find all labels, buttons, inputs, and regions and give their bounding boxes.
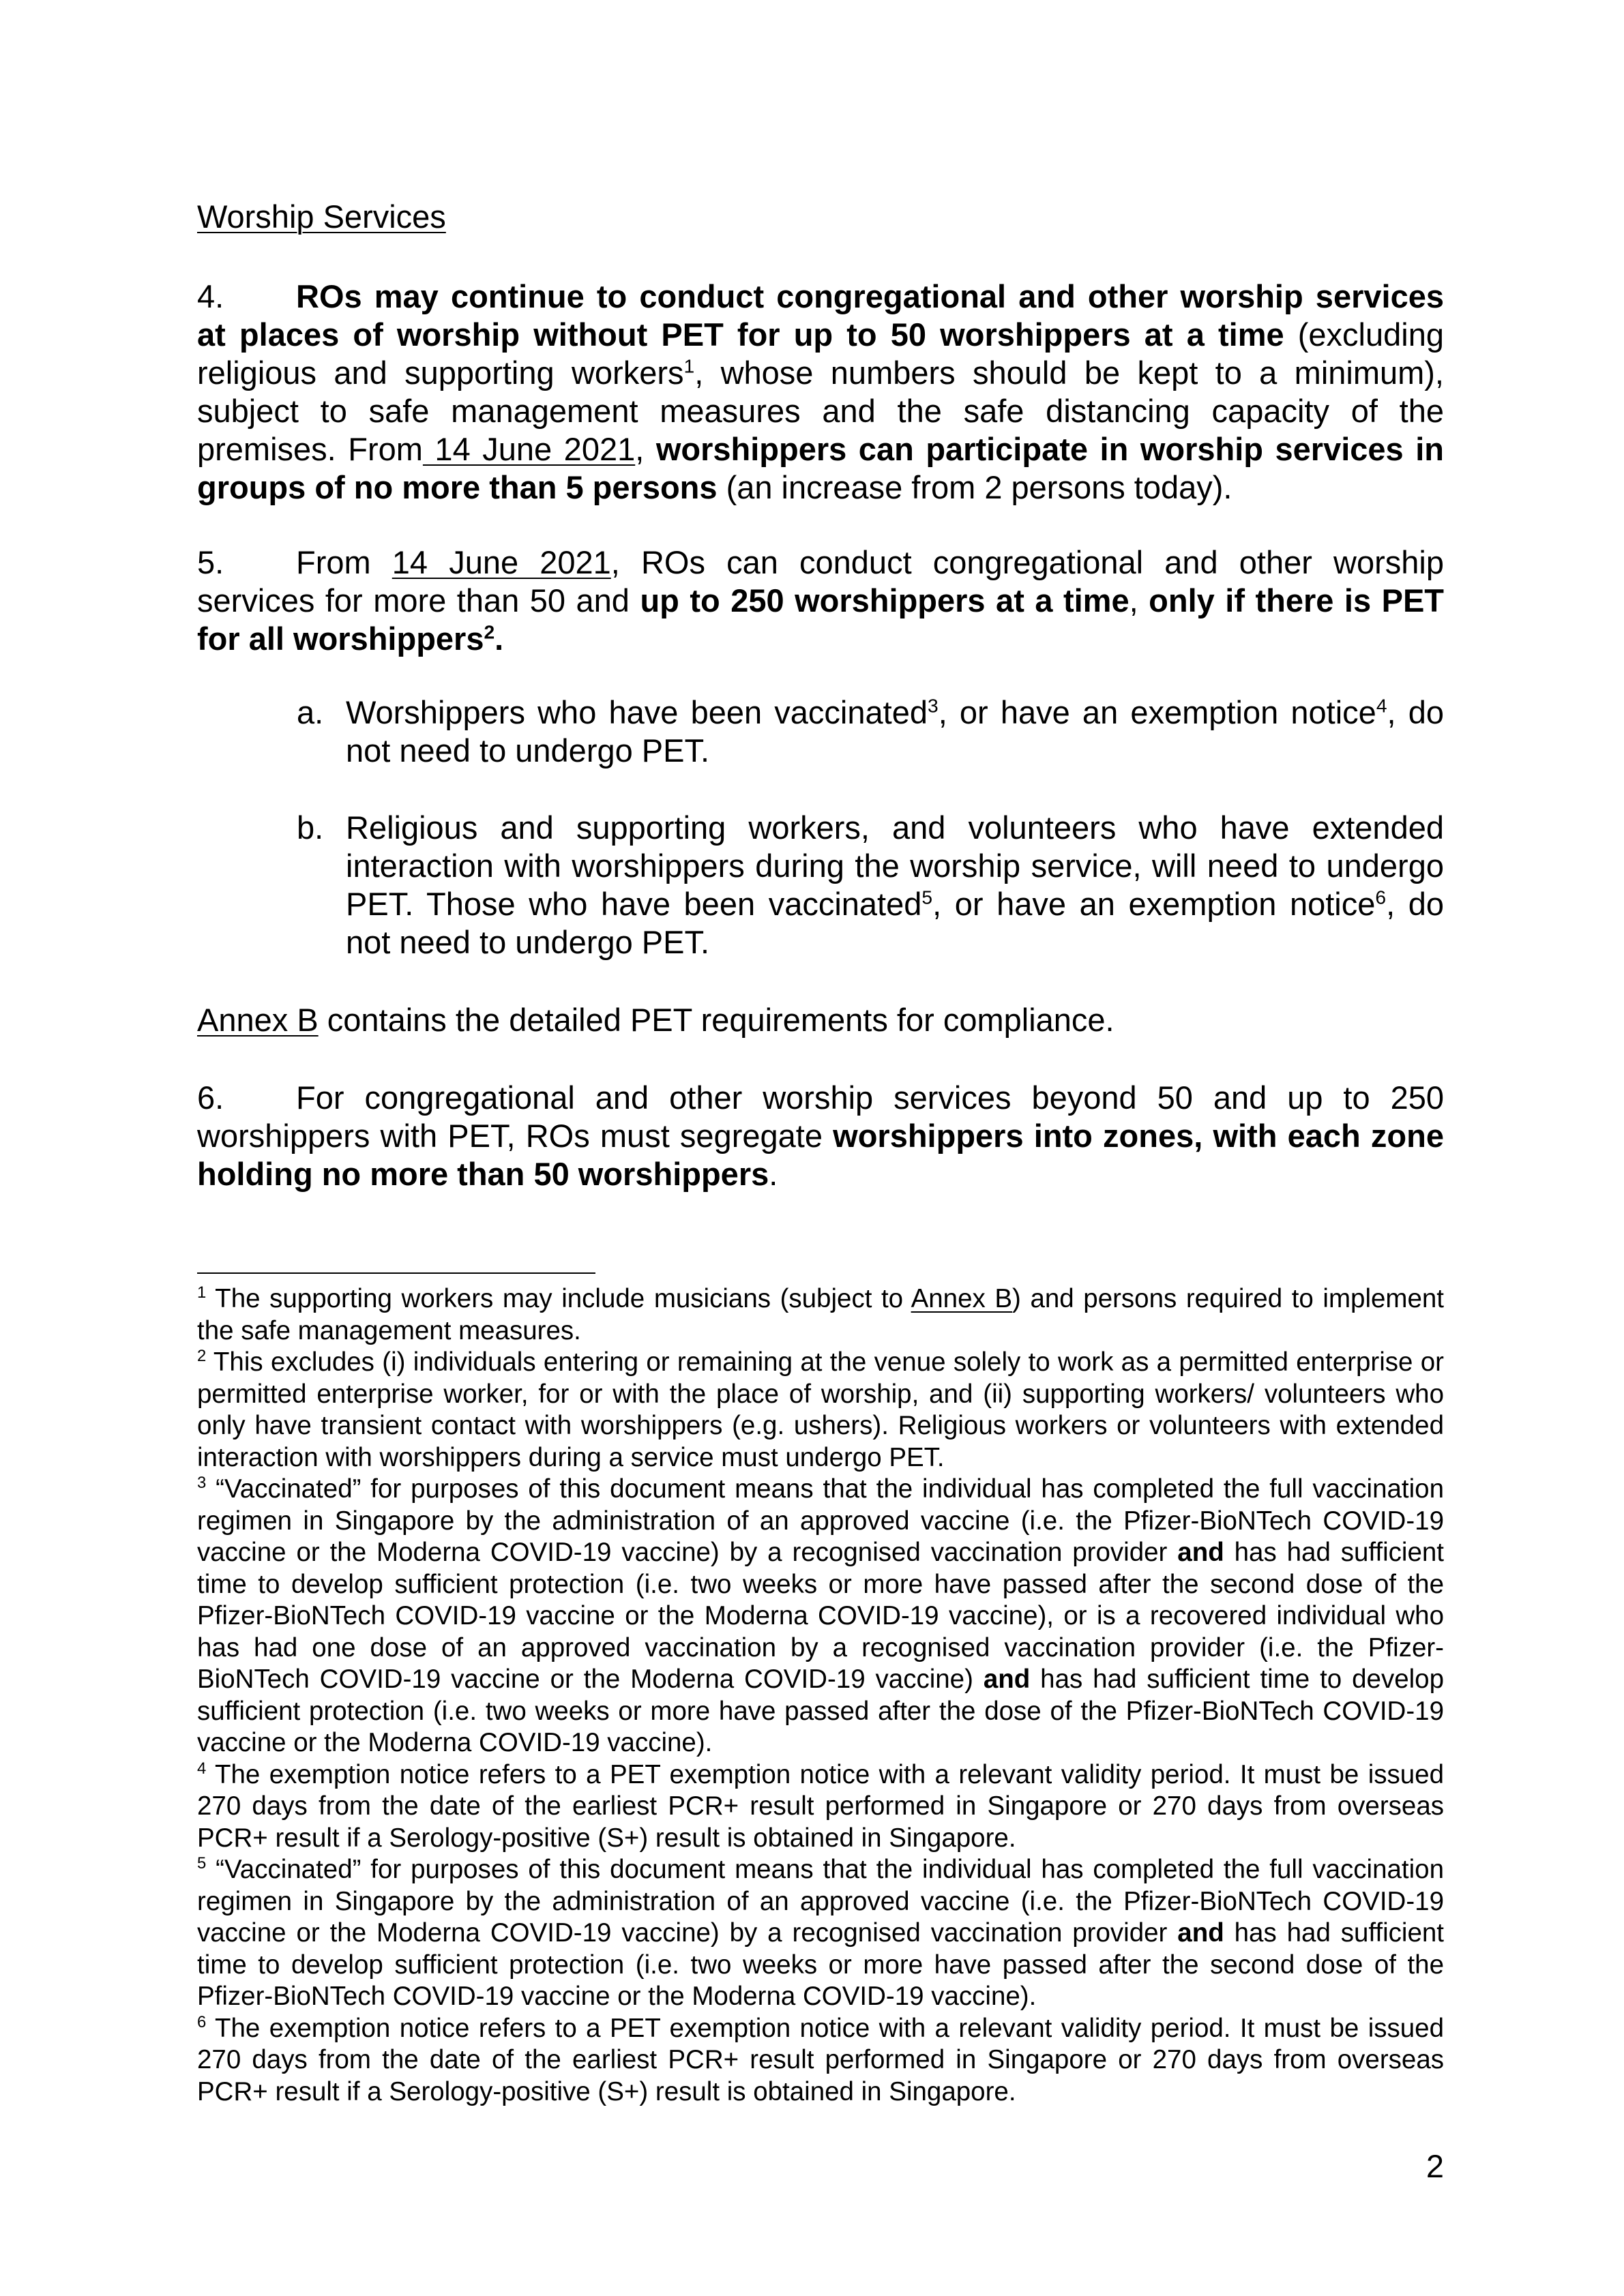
paragraph-number: 4. bbox=[197, 278, 224, 314]
list-item-a bbox=[297, 694, 1444, 770]
para5-text-2: , ROs can conduct congregational and other worship services for more than 50 and bbox=[197, 544, 1444, 618]
para6-text-1: For congregational and other worship services beyond 50 and up to 250 worshippers with PET, ROs must segregate bbox=[197, 1079, 1444, 1154]
para4-bold-2: worshippers can participate in worship services in groups of no more than 5 persons bbox=[197, 431, 1444, 505]
footnote-6 bbox=[197, 2013, 1444, 2108]
list-marker: a. bbox=[297, 694, 324, 730]
para4-text-2: , whose numbers should be kept to a minimum), subject to safe management measures and the safe distancing capacity of the premises. From bbox=[197, 355, 1444, 467]
footnote-ref-6[interactable]: 6 bbox=[1375, 886, 1387, 908]
footnote-4 bbox=[197, 1759, 1444, 1855]
para4-text-3: , bbox=[635, 431, 656, 467]
paragraph-5 bbox=[197, 543, 1444, 658]
list-b-text-3: , do not need to undergo PET. bbox=[346, 886, 1444, 960]
paragraph-6 bbox=[197, 1079, 1444, 1193]
annex-line-text: contains the detailed PET requirements for compliance. bbox=[318, 1002, 1114, 1038]
para5-bold-3: . bbox=[494, 621, 504, 657]
footnote-bold: and bbox=[1177, 1538, 1224, 1567]
section-heading-text: Worship Services bbox=[197, 198, 446, 235]
list-marker: b. bbox=[297, 809, 324, 846]
footnote-text: This excludes (i) individuals entering or remaining at the venue solely to work as a permitted enterprise or permitted enterprise worker, for or with the place of worship, and (ii) supporting workers/ volunteers who only have transient contact with worshippers (e.g. ushers). Religious workers or volunteers with extended interaction with worshippers during a service must undergo PET. bbox=[197, 1347, 1444, 1472]
footnote-ref-2[interactable]: 2 bbox=[484, 621, 495, 643]
footnote-text: has had sufficient time to develop sufficient protection (i.e. two weeks or more have passed after the dose of the Pfizer-BioNTech COVID-19 vaccine or the Moderna COVID-19 vaccine). bbox=[197, 1665, 1444, 1757]
footnote-ref-1[interactable]: 1 bbox=[683, 355, 695, 377]
footnote-ref-4[interactable]: 4 bbox=[1376, 694, 1387, 717]
footnote-number: 2 bbox=[197, 1347, 207, 1366]
para4-bold-1: ROs may continue to conduct congregational and other worship services at places of worship without PET for up to 50 worshippers at a time bbox=[197, 278, 1444, 353]
footnote-text: ) and persons required to implement the safe management measures. bbox=[197, 1284, 1445, 1345]
footnote-separator bbox=[197, 1272, 595, 1274]
list-a-text-2: , or have an exemption notice bbox=[938, 694, 1376, 730]
list-item-b bbox=[297, 809, 1444, 961]
footnote-number: 3 bbox=[197, 1474, 207, 1493]
para5-text-3: , bbox=[1129, 582, 1149, 618]
footnote-text: “Vaccinated” for purposes of this document means that the individual has completed the full vaccination regimen in Singapore by the administration of an approved vaccine (i.e. the Pfizer-BioNTech COVID-19 vaccine or the Moderna COVID-19 vaccine) by a recognised vaccination provider bbox=[197, 1855, 1444, 1948]
footnote-bold: and bbox=[1177, 1918, 1224, 1948]
para6-text-2: . bbox=[769, 1156, 778, 1192]
footnote-ref-5[interactable]: 5 bbox=[921, 886, 933, 908]
footnote-2 bbox=[197, 1347, 1444, 1474]
para5-text-1: From bbox=[296, 544, 392, 580]
footnote-text: The exemption notice refers to a PET exemption notice with a relevant validity period. It must be issued 270 days from the date of the earliest PCR+ result performed in Singapore or 270 days from overseas PCR+ result if a Serology-positive (S+) result is obtained in Singapore. bbox=[197, 1759, 1444, 1853]
footnote-text: The exemption notice refers to a PET exemption notice with a relevant validity period. It must be issued 270 days from the date of the earliest PCR+ result performed in Singapore or 270 days from overseas PCR+ result if a Serology-positive (S+) result is obtained in Singapore. bbox=[197, 2013, 1444, 2106]
para4-date: 14 June 2021 bbox=[422, 431, 636, 467]
para6-bold-1: worshippers into zones, with each zone holding no more than 50 worshippers bbox=[197, 1118, 1444, 1192]
annex-b-link[interactable]: Annex B bbox=[197, 1002, 319, 1038]
paragraph-number: 6. bbox=[197, 1079, 224, 1116]
footnote-text: has had sufficient time to develop sufficient protection (i.e. two weeks or more have passed after the second dose of the Pfizer-BioNTech COVID-19 vaccine or the Moderna COVID-19 vaccine), or is a recovered individual who has had one dose of an approved vaccination by a recognised vaccination provider (i.e. the Pfizer-BioNTech COVID-19 vaccine or the Moderna COVID-19 vaccine) bbox=[197, 1538, 1444, 1694]
list-b-text-1: Religious and supporting workers, and volunteers who have extended interaction with worshippers during the worship service, will need to undergo PET. Those who have been vaccinated bbox=[346, 809, 1444, 922]
footnote-text: “Vaccinated” for purposes of this document means that the individual has completed the full vaccination regimen in Singapore by the administration of an approved vaccine (i.e. the Pfizer-BioNTech COVID-19 vaccine or the Moderna COVID-19 vaccine) by a recognised vaccination provider bbox=[197, 1474, 1444, 1567]
list-a-text-1: Worshippers who have been vaccinated bbox=[346, 694, 928, 730]
para5-bold-2: only if there is PET for all worshippers bbox=[197, 582, 1444, 657]
footnote-text: The supporting workers may include musicians (subject to bbox=[206, 1284, 911, 1313]
para5-bold-1: up to 250 worshippers at a time bbox=[640, 582, 1130, 618]
para4-text-1: (excluding religious and supporting workers bbox=[197, 316, 1444, 391]
footnote-bold: and bbox=[983, 1665, 1031, 1694]
footnote-text: has had sufficient time to develop sufficient protection (i.e. two weeks or more have passed after the second dose of the Pfizer-BioNTech COVID-19 vaccine or the Moderna COVID-19 vaccine). bbox=[197, 1918, 1444, 2011]
page-number: 2 bbox=[1426, 2148, 1444, 2184]
annex-b-link[interactable]: Annex B bbox=[911, 1284, 1013, 1313]
footnote-number: 4 bbox=[197, 1759, 207, 1778]
para5-date: 14 June 2021 bbox=[392, 544, 611, 580]
paragraph-4 bbox=[197, 278, 1444, 507]
footnote-number: 5 bbox=[197, 1854, 207, 1873]
footnote-number: 1 bbox=[197, 1283, 207, 1302]
list-a-text-3: , do not need to undergo PET. bbox=[346, 694, 1444, 769]
footnote-3 bbox=[197, 1474, 1444, 1759]
paragraph-number: 5. bbox=[197, 544, 224, 580]
para4-text-4: (an increase from 2 persons today). bbox=[717, 469, 1232, 505]
footnote-ref-3[interactable]: 3 bbox=[928, 694, 939, 717]
list-b-text-2: , or have an exemption notice bbox=[932, 886, 1376, 922]
footnote-5 bbox=[197, 1854, 1444, 2013]
section-heading bbox=[197, 198, 1444, 236]
footnote-number: 6 bbox=[197, 2012, 207, 2031]
annex-line bbox=[197, 1001, 1444, 1039]
footnote-1 bbox=[197, 1283, 1444, 1347]
footnotes bbox=[197, 1283, 1444, 2108]
